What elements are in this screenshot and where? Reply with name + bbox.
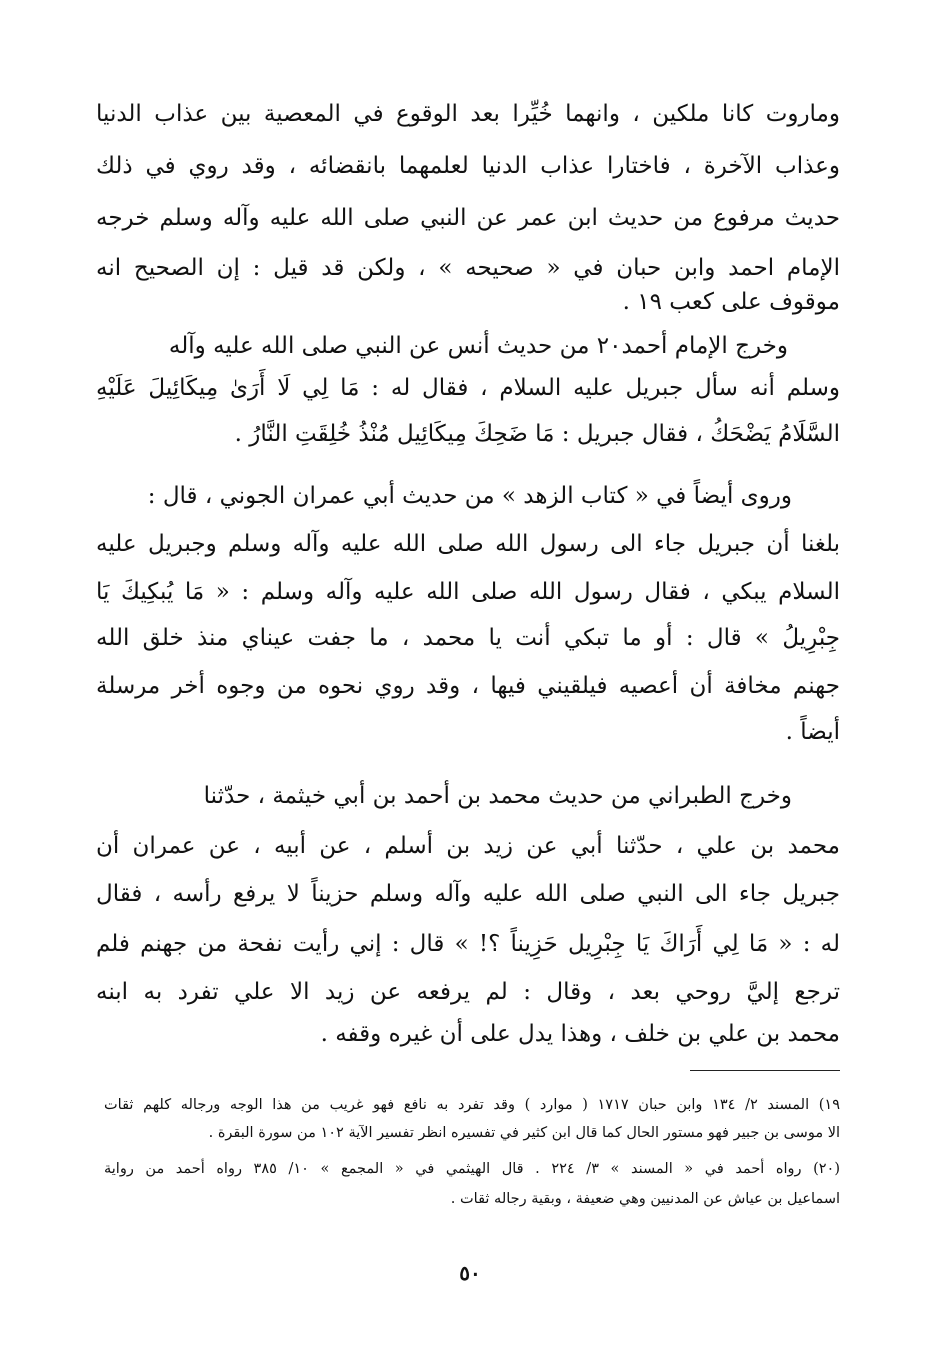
main-text: [96, 86, 840, 1046]
paragraph-4-line-5: ترجع إليَّ روحي بعد ، وقال : لم يرفعه عن زيد الا علي تفرد به ابنه: [96, 979, 840, 1005]
footnotes: [104, 1088, 840, 1228]
paragraph-2-line-2: وسلم أنه سأل جبريل عليه السلام ، فقال له : مَا لِي لَا أَرَىٰ مِيكَائِيلَ عَلَيْهِ: [96, 375, 840, 401]
page-number: ٥٠: [459, 1261, 481, 1285]
paragraph-1-line-2: وعذاب الآخرة ، فاختارا عذاب الدنيا لعلمهما بانقضائه ، وقد روي في ذلك: [96, 153, 840, 179]
paragraph-1-line-4: الإمام احمد وابن حبان في « صحيحه » ، ولكن قد قيل : إن الصحيح انه: [96, 255, 840, 281]
paragraph-4-line-2: محمد بن علي ، حدّثنا أبي عن زيد بن أسلم ، عن أبيه ، عن عمران أن: [96, 833, 840, 859]
paragraph-1-line-1: وماروت كانا ملكين ، وانهما خُيِّرا بعد الوقوع في المعصية بين عذاب الدنيا: [96, 101, 840, 127]
paragraph-2-line-1: وخرج الإمام أحمد٢٠ من حديث أنس عن النبي صلى الله عليه وآله: [168, 333, 788, 359]
paragraph-4-line-6: محمد بن علي بن خلف ، وهذا يدل على أن غيره وقفه .: [320, 1021, 840, 1047]
footnote-separator: [690, 1070, 840, 1071]
footnote-20-line-2: اسماعيل بن عياش عن المدنيين وهي ضعيفة ، وبقية رجاله ثقات .: [450, 1191, 840, 1207]
footnote-19-line-1: ١٩) المسند ٢/ ١٣٤ وابن حبان ١٧١٧ ( موارد ) وقد تفرد به نافع فهو غريب من هذا الوجه ورجاله كلهم ثقات: [104, 1097, 840, 1113]
paragraph-3-line-4: جِبْرِيلُ » قال : أو ما تبكي أنت يا محمد ، ما جفت عيناي منذ خلق الله: [96, 625, 840, 651]
paragraph-4-line-1: وخرج الطبراني من حديث محمد بن أحمد بن أبي خيثمة ، حدّثنا: [203, 783, 792, 809]
paragraph-1-line-5: موقوف على كعب ١٩ .: [622, 289, 840, 315]
paragraph-3-line-2: بلغنا أن جبريل جاء الى رسول الله صلى الله عليه وآله وسلم وجبريل عليه: [96, 531, 840, 557]
paragraph-3-line-5: جهنم مخافة أن أعصيه فيلقيني فيها ، وقد روي نحوه من وجوه أخر مرسلة: [96, 673, 840, 699]
paragraph-3-line-6: أيضاً .: [785, 719, 840, 745]
footnote-20-line-1: (٢٠) رواه أحمد في « المسند » ٣/ ٢٢٤ . قال الهيثمي في « المجمع » ١٠/ ٣٨٥ رواه أحمد من رواية: [104, 1161, 840, 1177]
paragraph-4-line-3: جبريل جاء الى النبي صلى الله عليه وآله وسلم حزيناً لا يرفع رأسه ، فقال: [96, 881, 840, 907]
paragraph-3-line-3: السلام يبكي ، فقال رسول الله صلى الله عليه وآله وسلم : « مَا يُبكِيكَ يَا: [96, 579, 840, 605]
paragraph-4-line-4: له : « مَا لِي أَرَاكَ يَا جِبْرِيل حَزِيناً ؟! » قال : إني رأيت نفحة من جهنم فلم: [96, 931, 840, 957]
paragraph-2-line-3: السَّلَامُ يَضْحَكُ ، فقال جبريل : مَا ضَحِكَ مِيكَائِيل مُنْذُ خُلِقَتِ النَّارُ .: [234, 421, 840, 447]
paragraph-1-line-3: حديث مرفوع من حديث ابن عمر عن النبي صلى الله عليه وآله وسلم خرجه: [96, 205, 840, 231]
footnote-19-line-2: الا موسى بن جبير فهو مستور الحال كما قال ابن كثير في تفسيره انظر تفسير الآية ١٠٢ من سورة البقرة .: [208, 1125, 840, 1141]
paragraph-3-line-1: وروى أيضاً في « كتاب الزهد » من حديث أبي عمران الجوني ، قال :: [147, 483, 792, 509]
